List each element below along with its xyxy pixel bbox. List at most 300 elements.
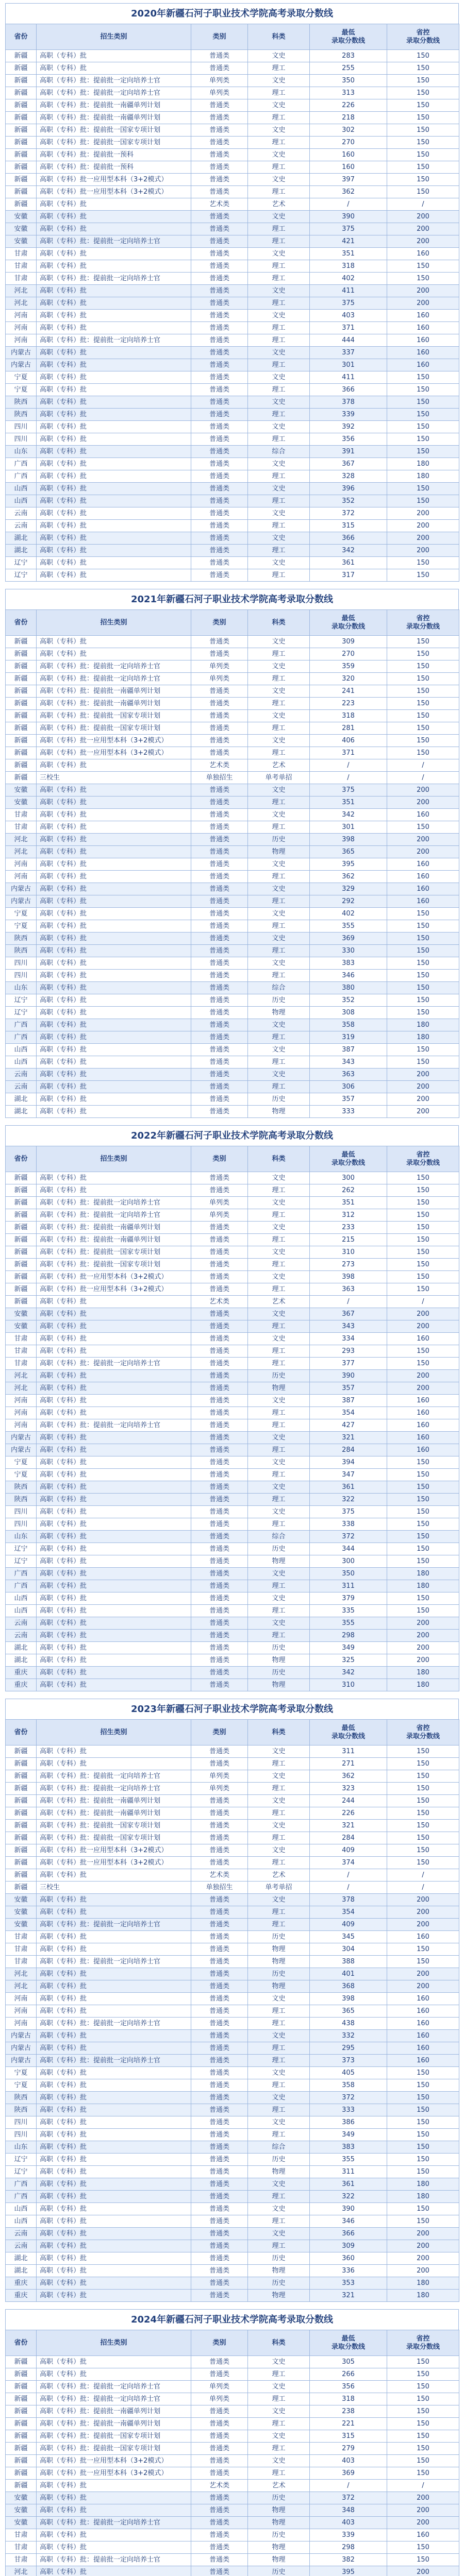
province-cell: 宁夏	[6, 1469, 37, 1481]
subject-cell: 单考单招	[248, 1882, 310, 1894]
table-row	[6, 174, 459, 186]
category-cell: 普通类	[191, 2566, 248, 2576]
min-score-cell: 366	[310, 384, 387, 396]
province-cell: 云南	[6, 520, 37, 532]
control-line-cell: /	[387, 772, 459, 784]
table-row	[6, 908, 459, 920]
province-cell: 新疆	[6, 149, 37, 161]
control-line-cell: 150	[387, 1531, 459, 1543]
control-line-cell: 200	[387, 1642, 459, 1654]
min-score-cell: 355	[310, 920, 387, 933]
province-cell: 重庆	[6, 1667, 37, 1679]
control-line-cell: 150	[387, 1259, 459, 1271]
control-line-cell: 180	[387, 470, 459, 483]
subject-cell: 历史	[248, 2566, 310, 2576]
admission-type-cell: 高职（专科）批	[37, 1980, 191, 1993]
table-row	[6, 1209, 459, 1222]
admission-type-cell: 高职（专科）批	[37, 1654, 191, 1667]
category-cell: 普通类	[191, 1069, 248, 1081]
admission-type-cell: 高职（专科）批	[37, 1444, 191, 1456]
province-cell: 新疆	[6, 1795, 37, 1807]
min-score-cell: 347	[310, 1469, 387, 1481]
control-line-cell: 150	[387, 1469, 459, 1481]
min-score-cell: 390	[310, 211, 387, 223]
control-line-cell: 200	[387, 1894, 459, 1906]
province-cell: 山西	[6, 1044, 37, 1056]
admission-type-cell: 高职（专科）批：提前批一定向培养士官	[37, 2055, 191, 2067]
category-cell: 普通类	[191, 1592, 248, 1605]
table-row	[6, 957, 459, 970]
table-row	[6, 520, 459, 532]
category-cell: 普通类	[191, 1555, 248, 1568]
control-line-cell: 180	[387, 2178, 459, 2191]
header-min-score: 最低 录取分数线	[310, 1720, 387, 1745]
min-score-cell: 411	[310, 285, 387, 297]
table-row	[6, 1857, 459, 1869]
admission-type-cell: 高职（专科）批	[37, 310, 191, 322]
table-row	[6, 1758, 459, 1770]
subject-cell: 理工	[248, 260, 310, 273]
admission-type-cell: 高职（专科）批：提前批一定向培养士官	[37, 660, 191, 673]
subject-cell: 文史	[248, 1044, 310, 1056]
min-score-cell: 338	[310, 1518, 387, 1531]
province-cell: 甘肃	[6, 1358, 37, 1370]
category-cell: 单列类	[191, 673, 248, 685]
header-row	[6, 2330, 459, 2356]
category-cell: 普通类	[191, 2178, 248, 2191]
admission-type-cell: 高职（专科）批	[37, 1679, 191, 1691]
admission-type-cell: 高职（专科）批	[37, 1345, 191, 1358]
table-row	[6, 1444, 459, 1456]
table-row	[6, 673, 459, 685]
min-score-cell: 333	[310, 2104, 387, 2116]
province-cell: 陕西	[6, 2092, 37, 2104]
min-score-cell: 409	[310, 1844, 387, 1857]
province-cell: 陕西	[6, 396, 37, 409]
control-line-cell: 180	[387, 1667, 459, 1679]
subject-cell: 理工	[248, 495, 310, 507]
control-line-cell: 150	[387, 957, 459, 970]
province-cell: 湖北	[6, 2265, 37, 2277]
province-cell: 新疆	[6, 1246, 37, 1259]
province-cell: 新疆	[6, 198, 37, 211]
category-cell: 单列类	[191, 1197, 248, 1209]
subject-cell: 理工	[248, 2368, 310, 2381]
table-row	[6, 470, 459, 483]
province-cell: 新疆	[6, 722, 37, 735]
category-cell: 普通类	[191, 520, 248, 532]
control-line-cell: 200	[387, 2265, 459, 2277]
province-cell: 河北	[6, 2566, 37, 2576]
admission-type-cell: 高职（专科）批一应用型本科（3+2模式）	[37, 735, 191, 747]
table-row	[6, 545, 459, 557]
table-row	[6, 1820, 459, 1832]
subject-cell: 历史	[248, 2252, 310, 2265]
admission-type-cell: 高职（专科）批：提前批一南疆单列计划	[37, 112, 191, 124]
table-row	[6, 1518, 459, 1531]
subject-cell: 理工	[248, 2018, 310, 2030]
table-row	[6, 1019, 459, 1031]
province-cell: 宁夏	[6, 908, 37, 920]
table-row	[6, 759, 459, 772]
min-score-cell: 343	[310, 1056, 387, 1069]
table-row	[6, 1844, 459, 1857]
category-cell: 普通类	[191, 2129, 248, 2141]
min-score-cell: 361	[310, 557, 387, 569]
min-score-cell: 226	[310, 1807, 387, 1820]
province-cell: 新疆	[6, 772, 37, 784]
min-score-cell: 421	[310, 235, 387, 248]
control-line-cell: 160	[387, 2529, 459, 2541]
province-cell: 新疆	[6, 698, 37, 710]
subject-cell: 文史	[248, 883, 310, 895]
table-row	[6, 347, 459, 359]
subject-cell: 物理	[248, 1943, 310, 1956]
table-row	[6, 1531, 459, 1543]
subject-cell: 文史	[248, 174, 310, 186]
min-score-cell: 368	[310, 1980, 387, 1993]
header-type: 招生类别	[37, 1146, 191, 1172]
min-score-cell: 398	[310, 1271, 387, 1283]
admission-type-cell: 高职（专科）批一应用型本科（3+2模式）	[37, 1283, 191, 1296]
category-cell: 普通类	[191, 1283, 248, 1296]
min-score-cell: 270	[310, 648, 387, 660]
province-cell: 甘肃	[6, 1333, 37, 1345]
category-cell: 普通类	[191, 211, 248, 223]
control-line-cell: 150	[387, 747, 459, 759]
table-row	[6, 1044, 459, 1056]
category-cell: 普通类	[191, 1308, 248, 1320]
category-cell: 普通类	[191, 557, 248, 569]
admission-type-cell: 高职（专科）批	[37, 371, 191, 384]
admission-type-cell: 高职（专科）批	[37, 2265, 191, 2277]
control-line-cell: 150	[387, 1592, 459, 1605]
province-cell: 新疆	[6, 2467, 37, 2480]
admission-type-cell: 高职（专科）批	[37, 1019, 191, 1031]
subject-cell: 理工	[248, 1345, 310, 1358]
min-score-cell: 359	[310, 660, 387, 673]
admission-type-cell: 高职（专科）批	[37, 2504, 191, 2517]
admission-type-cell: 高职（专科）批：提前批一国家专项计划	[37, 124, 191, 137]
control-line-cell: 150	[387, 1745, 459, 1758]
admission-type-cell: 高职（专科）批	[37, 260, 191, 273]
admission-type-cell: 高职（专科）批	[37, 1869, 191, 1882]
category-cell: 普通类	[191, 1844, 248, 1857]
header-row	[6, 1146, 459, 1172]
admission-type-cell: 高职（专科）批	[37, 636, 191, 648]
control-line-cell: 180	[387, 1568, 459, 1580]
subject-cell: 理工	[248, 409, 310, 421]
table-row	[6, 1222, 459, 1234]
control-line-cell: 150	[387, 433, 459, 446]
category-cell: 单列类	[191, 1783, 248, 1795]
province-cell: 辽宁	[6, 1543, 37, 1555]
category-cell: 普通类	[191, 2018, 248, 2030]
header-type: 招生类别	[37, 2330, 191, 2356]
province-cell: 甘肃	[6, 1345, 37, 1358]
table-row	[6, 1919, 459, 1931]
table-row	[6, 710, 459, 722]
province-cell: 河南	[6, 2005, 37, 2018]
table-row	[6, 1555, 459, 1568]
min-score-cell: 344	[310, 1543, 387, 1555]
control-line-cell: 150	[387, 698, 459, 710]
header-subject: 科类	[248, 2330, 310, 2356]
admission-type-cell: 高职（专科）批	[37, 1469, 191, 1481]
table-row	[6, 2154, 459, 2166]
subject-cell: 理工	[248, 1081, 310, 1093]
admission-type-cell: 高职（专科）批	[37, 62, 191, 75]
header-min-score: 最低 录取分数线	[310, 24, 387, 50]
province-cell: 内蒙古	[6, 359, 37, 371]
province-cell: 河南	[6, 1419, 37, 1432]
province-cell: 新疆	[6, 685, 37, 698]
section-title: 2023年新疆石河子职业技术学院高考录取分数线	[5, 1699, 459, 1719]
category-cell: 普通类	[191, 1857, 248, 1869]
subject-cell: 文史	[248, 99, 310, 112]
admission-type-cell: 高职（专科）批	[37, 347, 191, 359]
category-cell: 普通类	[191, 1407, 248, 1419]
subject-cell: 文史	[248, 1770, 310, 1783]
header-row	[6, 1720, 459, 1745]
province-cell: 新疆	[6, 735, 37, 747]
table-row	[6, 2381, 459, 2393]
table-row	[6, 2443, 459, 2455]
table-row	[6, 557, 459, 569]
category-cell: 普通类	[191, 1259, 248, 1271]
admission-type-cell: 高职（专科）批	[37, 2529, 191, 2541]
section-title: 2020年新疆石河子职业技术学院高考录取分数线	[5, 3, 459, 24]
subject-cell: 文史	[248, 636, 310, 648]
province-cell: 新疆	[6, 1745, 37, 1758]
admission-type-cell: 高职（专科）批	[37, 1518, 191, 1531]
admission-type-cell: 高职（专科）批：提前批一定向培养士官	[37, 1919, 191, 1931]
subject-cell: 物理	[248, 2554, 310, 2566]
control-line-cell: 150	[387, 920, 459, 933]
admission-type-cell: 高职（专科）批一应用型本科（3+2模式）	[37, 2467, 191, 2480]
admission-type-cell: 高职（专科）批	[37, 1296, 191, 1308]
category-cell: 普通类	[191, 2252, 248, 2265]
province-cell: 新疆	[6, 1222, 37, 1234]
category-cell: 普通类	[191, 2228, 248, 2240]
subject-cell: 文史	[248, 735, 310, 747]
min-score-cell: 371	[310, 747, 387, 759]
admission-type-cell: 高职（专科）批	[37, 2252, 191, 2265]
category-cell: 艺术类	[191, 1296, 248, 1308]
min-score-cell: 304	[310, 1943, 387, 1956]
category-cell: 普通类	[191, 2455, 248, 2467]
min-score-cell: 350	[310, 1568, 387, 1580]
control-line-cell: 160	[387, 1407, 459, 1419]
min-score-cell: 386	[310, 2116, 387, 2129]
province-cell: 新疆	[6, 2455, 37, 2467]
min-score-cell: 352	[310, 994, 387, 1007]
province-cell: 河北	[6, 834, 37, 846]
header-category: 类别	[191, 1146, 248, 1172]
category-cell: 普通类	[191, 359, 248, 371]
admission-type-cell: 三校生	[37, 1882, 191, 1894]
subject-cell: 文史	[248, 1432, 310, 1444]
admission-type-cell: 高职（专科）批	[37, 1081, 191, 1093]
min-score-cell: 358	[310, 1019, 387, 1031]
control-line-cell: 160	[387, 809, 459, 821]
control-line-cell: 150	[387, 1345, 459, 1358]
admission-type-cell: 高职（专科）批：提前批一定向培养士官	[37, 235, 191, 248]
subject-cell: 理工	[248, 433, 310, 446]
province-cell: 山东	[6, 1531, 37, 1543]
min-score-cell: 354	[310, 1407, 387, 1419]
control-line-cell: 180	[387, 1019, 459, 1031]
subject-cell: 文史	[248, 507, 310, 520]
province-cell: 陕西	[6, 2104, 37, 2116]
control-line-cell: 150	[387, 483, 459, 495]
control-line-cell: 150	[387, 982, 459, 994]
admission-type-cell: 高职（专科）批：提前批一国家专项计划	[37, 710, 191, 722]
min-score-cell: 345	[310, 1931, 387, 1943]
control-line-cell: 150	[387, 1555, 459, 1568]
subject-cell: 理工	[248, 334, 310, 347]
province-cell: 新疆	[6, 2368, 37, 2381]
subject-cell: 物理	[248, 1382, 310, 1395]
control-line-cell: 150	[387, 735, 459, 747]
control-line-cell: 200	[387, 211, 459, 223]
control-line-cell: 200	[387, 297, 459, 310]
min-score-cell: 337	[310, 347, 387, 359]
subject-cell: 理工	[248, 545, 310, 557]
table-row	[6, 1333, 459, 1345]
min-score-cell: 371	[310, 322, 387, 334]
province-cell: 山西	[6, 1592, 37, 1605]
control-line-cell: /	[387, 198, 459, 211]
province-cell: 湖北	[6, 2252, 37, 2265]
admission-type-cell: 高职（专科）批：提前批一国家专项计划	[37, 1246, 191, 1259]
category-cell: 普通类	[191, 322, 248, 334]
subject-cell: 理工	[248, 2215, 310, 2228]
min-score-cell: 350	[310, 75, 387, 87]
subject-cell: 文史	[248, 557, 310, 569]
subject-cell: 理工	[248, 2079, 310, 2092]
min-score-cell: 305	[310, 2356, 387, 2368]
category-cell: 普通类	[191, 1234, 248, 1246]
province-cell: 四川	[6, 1518, 37, 1531]
table-row	[6, 1642, 459, 1654]
min-score-cell: 351	[310, 248, 387, 260]
control-line-cell: 160	[387, 1432, 459, 1444]
min-score-cell: 310	[310, 1246, 387, 1259]
control-line-cell: 150	[387, 421, 459, 433]
admission-type-cell: 高职（专科）批	[37, 1395, 191, 1407]
subject-cell: 理工	[248, 2240, 310, 2252]
min-score-cell: 321	[310, 2290, 387, 2302]
admission-type-cell: 高职（专科）批：提前批一国家专项计划	[37, 722, 191, 735]
control-line-cell: 200	[387, 2252, 459, 2265]
min-score-cell: 372	[310, 2492, 387, 2504]
province-cell: 安徽	[6, 796, 37, 809]
control-line-cell: 200	[387, 545, 459, 557]
table-row	[6, 648, 459, 660]
min-score-cell: 312	[310, 1209, 387, 1222]
subject-cell: 理工	[248, 470, 310, 483]
table-row	[6, 1093, 459, 1106]
control-line-cell: 150	[387, 174, 459, 186]
table-row	[6, 1031, 459, 1044]
min-score-cell: /	[310, 198, 387, 211]
subject-cell: 理工	[248, 1783, 310, 1795]
admission-type-cell: 高职（专科）批	[37, 1172, 191, 1184]
province-cell: 新疆	[6, 112, 37, 124]
admission-type-cell: 高职（专科）批	[37, 821, 191, 834]
score-table	[5, 609, 459, 1118]
admission-type-cell: 高职（专科）批	[37, 784, 191, 796]
min-score-cell: 238	[310, 2405, 387, 2418]
header-control-line: 省控 录取分数线	[387, 1146, 459, 1172]
min-score-cell: 325	[310, 1654, 387, 1667]
province-cell: 安徽	[6, 2492, 37, 2504]
subject-cell: 理工	[248, 1807, 310, 1820]
control-line-cell: 150	[387, 2079, 459, 2092]
min-score-cell: 342	[310, 809, 387, 821]
subject-cell: 理工	[248, 747, 310, 759]
category-cell: 普通类	[191, 2240, 248, 2252]
province-cell: 河南	[6, 322, 37, 334]
table-row	[6, 1259, 459, 1271]
category-cell: 普通类	[191, 2079, 248, 2092]
province-cell: 内蒙古	[6, 347, 37, 359]
province-cell: 甘肃	[6, 1956, 37, 1968]
admission-type-cell: 高职（专科）批一应用型本科（3+2模式）	[37, 174, 191, 186]
min-score-cell: 311	[310, 1580, 387, 1592]
category-cell: 普通类	[191, 1382, 248, 1395]
min-score-cell: 348	[310, 2504, 387, 2517]
admission-type-cell: 高职（专科）批	[37, 1044, 191, 1056]
min-score-cell: 387	[310, 1044, 387, 1056]
table-row	[6, 970, 459, 982]
province-cell: 广西	[6, 470, 37, 483]
min-score-cell: 255	[310, 62, 387, 75]
province-cell: 新疆	[6, 2430, 37, 2443]
category-cell: 普通类	[191, 796, 248, 809]
province-cell: 新疆	[6, 1283, 37, 1296]
province-cell: 新疆	[6, 161, 37, 174]
table-row	[6, 62, 459, 75]
admission-type-cell: 高职（专科）批	[37, 1069, 191, 1081]
min-score-cell: 293	[310, 1345, 387, 1358]
category-cell: 普通类	[191, 945, 248, 957]
table-row	[6, 1745, 459, 1758]
table-row	[6, 1308, 459, 1320]
subject-cell: 文史	[248, 310, 310, 322]
control-line-cell: 150	[387, 1857, 459, 1869]
control-line-cell: 150	[387, 1506, 459, 1518]
admission-type-cell: 高职（专科）批	[37, 994, 191, 1007]
subject-cell: 文史	[248, 1308, 310, 1320]
subject-cell: 艺术	[248, 759, 310, 772]
subject-cell: 物理	[248, 1956, 310, 1968]
min-score-cell: 309	[310, 636, 387, 648]
category-cell: 普通类	[191, 2067, 248, 2079]
province-cell: 宁夏	[6, 2067, 37, 2079]
subject-cell: 物理	[248, 2541, 310, 2554]
min-score-cell: 365	[310, 846, 387, 858]
category-cell: 普通类	[191, 1807, 248, 1820]
min-score-cell: 281	[310, 722, 387, 735]
category-cell: 普通类	[191, 846, 248, 858]
min-score-cell: 409	[310, 1919, 387, 1931]
min-score-cell: 438	[310, 2018, 387, 2030]
control-line-cell: 200	[387, 532, 459, 545]
province-cell: 新疆	[6, 2418, 37, 2430]
table-row	[6, 495, 459, 507]
